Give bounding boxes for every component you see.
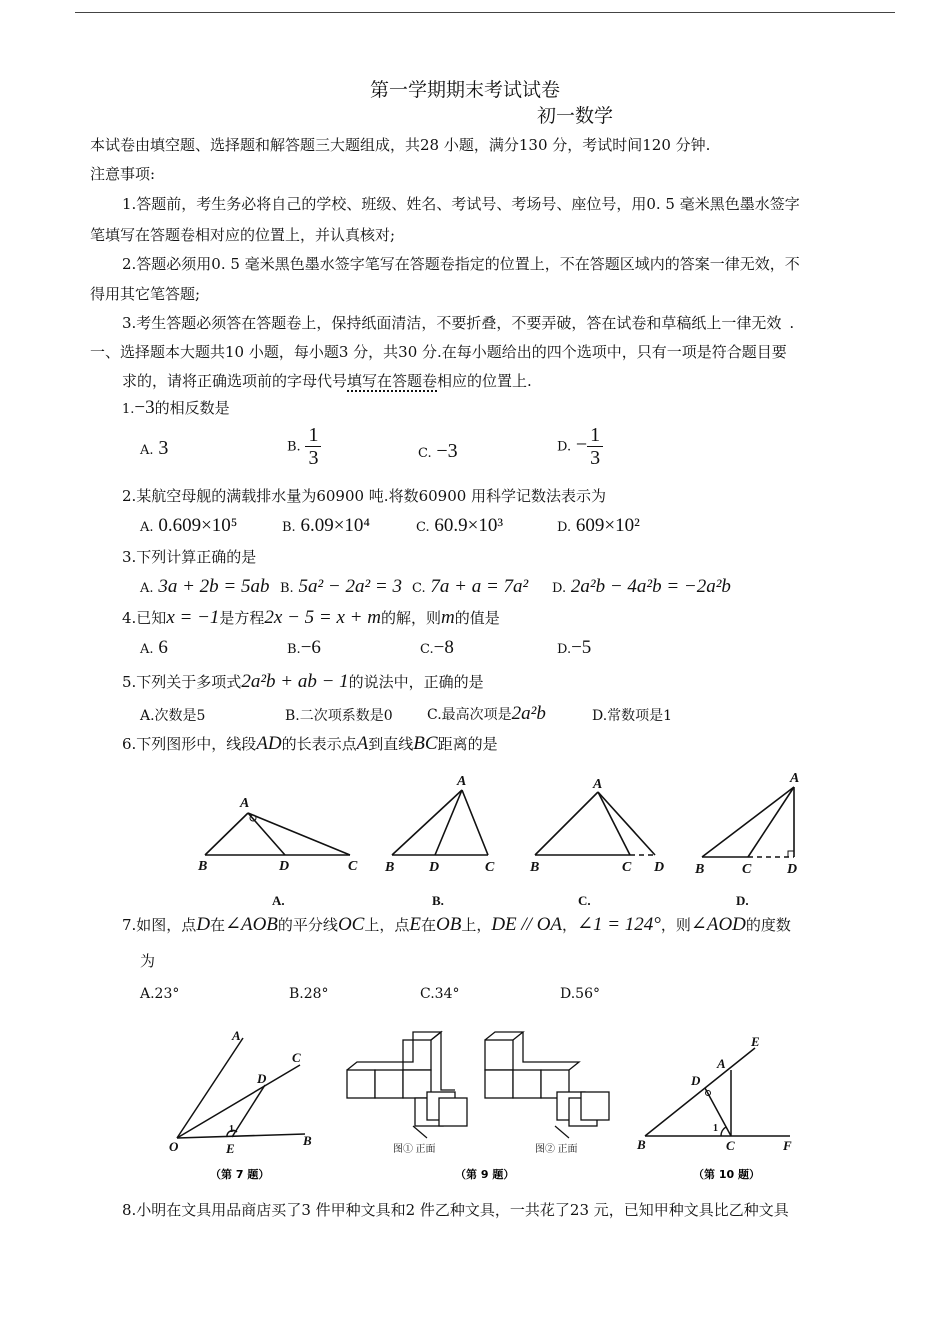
- q4-m2: 2x − 5 = x + m: [264, 607, 381, 628]
- q2-d-value: 609×10²: [575, 515, 640, 536]
- q7-m5: OB: [435, 914, 462, 935]
- q7-s2: 在: [210, 916, 226, 934]
- section-1-header-b: [122, 370, 532, 391]
- q2-c-value: 60.9×10³: [434, 515, 504, 536]
- fig9-cubes-1: [347, 1032, 467, 1126]
- q6-figure-c: [535, 792, 655, 855]
- q6a-label-a: A: [240, 796, 250, 811]
- fig9-label-1: 图① 正面: [393, 1144, 436, 1155]
- fig7-label-c: C: [292, 1050, 301, 1065]
- q6b-line-ad: [435, 790, 462, 855]
- q6a-label-c: C: [348, 859, 358, 874]
- fig7-ray-ob: [177, 1134, 305, 1138]
- fig9a-cube-1: [347, 1070, 375, 1098]
- q7-s8: ，则: [660, 916, 691, 934]
- q7-m2: ∠AOB: [225, 914, 278, 935]
- q2-b-label: B.: [282, 520, 296, 535]
- fig7-caption: （第 7 题）: [210, 1168, 270, 1181]
- q7-s1: 7.如图，点: [122, 916, 197, 934]
- q2-option-d: [557, 515, 640, 537]
- q7-s9: 的度数: [745, 916, 791, 934]
- q2-d-label: D.: [557, 520, 572, 535]
- fig7-label-o: O: [169, 1139, 179, 1154]
- q7-s5: 在: [420, 916, 436, 934]
- fig7-label-a: A: [232, 1028, 241, 1043]
- fig10-caption: （第 10 题）: [693, 1168, 760, 1181]
- q3-d-label: D.: [552, 581, 567, 596]
- q7-m8: ∠AOD: [690, 914, 746, 935]
- fig10-label-f: F: [783, 1138, 792, 1153]
- q1-num: 1.: [122, 402, 135, 417]
- q6-m1: AD: [256, 733, 282, 754]
- q7-stem: [122, 913, 791, 936]
- q6-s4: 距离的是: [437, 735, 498, 753]
- q5-c-label: C.最高次项是: [427, 707, 512, 723]
- q2-option-b: [282, 515, 370, 537]
- fig10-label-d: D: [691, 1073, 701, 1088]
- note-2a: 2.答题必须用0. 5 毫米黑色墨水签字笔写在答题卷指定的位置上，不在答题区域内的答案一律无效，不: [122, 255, 800, 273]
- q6-figure-b: [392, 790, 488, 855]
- q5-c-value: 2a²b: [511, 703, 546, 724]
- fig9b-side-edges: [523, 1032, 579, 1070]
- q8-stem: 8.小明在文具用品商店买了3 件甲种文具和2 件乙种文具，一共花了23 元，已知甲种文具比乙种文具: [122, 1201, 789, 1219]
- q3-stem: 3.下列计算正确的是: [122, 548, 257, 566]
- note-2b: 得用其它笔答题;: [90, 285, 201, 303]
- q6-caption-d: D.: [736, 893, 749, 908]
- q5-s2: 的说法中，正确的是: [348, 673, 484, 691]
- q1-option-c: [418, 440, 458, 463]
- q1-c-label: C.: [418, 446, 432, 461]
- q5-m1: 2a²b + ab − 1: [241, 671, 349, 692]
- q6-caption-c: C.: [578, 893, 591, 908]
- fig7-label-angle-1: 1: [229, 1124, 234, 1135]
- q6a-label-d: D: [279, 859, 290, 874]
- q4-b-label: B.: [287, 642, 301, 657]
- q6-m3: BC: [413, 733, 438, 754]
- fig9a-arrow: [413, 1126, 427, 1138]
- q5-stem: [122, 671, 484, 693]
- q6-figure-a: [205, 813, 350, 855]
- fig10-angle-1-arc: [721, 1127, 726, 1136]
- q1-text: 的相反数是: [154, 399, 230, 417]
- fig10-label-angle-1: 1: [713, 1123, 718, 1134]
- note-1b: 笔填写在答题卷相对应的位置上，并认真核对;: [90, 226, 396, 244]
- q3-a-label: A.: [140, 581, 154, 596]
- q6b-label-b: B: [385, 860, 395, 875]
- q4-stem: [122, 607, 500, 629]
- q7-option-c: C.34°: [420, 986, 460, 1002]
- fig9b-cube-2: [485, 1070, 513, 1098]
- q4-d-label: D.: [557, 642, 572, 657]
- q6c-line-ad: [598, 792, 655, 855]
- q1-d-denominator: 3: [590, 447, 601, 469]
- section-1-b2: 填写在答题卷: [347, 372, 438, 390]
- q6b-label-c: C: [485, 860, 495, 875]
- fig7-label-d: D: [257, 1071, 267, 1086]
- q4-m1: x = −1: [166, 607, 220, 628]
- q6d-label-b: B: [695, 862, 705, 877]
- fig10-label-a: A: [717, 1056, 726, 1071]
- q7-m6: DE // OA: [491, 914, 563, 935]
- q1-b-fraction: [305, 424, 321, 469]
- q5-option-a: A.次数是5: [140, 708, 206, 724]
- q6a-line-ac: [248, 813, 350, 855]
- fig10-label-b: B: [637, 1137, 646, 1152]
- q6d-label-a: A: [790, 771, 800, 786]
- q1-d-sign: −: [575, 433, 588, 456]
- q1-d-fraction: [587, 424, 603, 469]
- q6b-line-ac: [462, 790, 488, 855]
- q3-b-label: B.: [280, 581, 294, 596]
- q4-s1: 4.已知: [122, 609, 167, 627]
- q4-option-a: [140, 637, 168, 659]
- q1-stem: [122, 397, 230, 419]
- q4-m3: m: [440, 607, 455, 628]
- q7-m1: D: [196, 914, 211, 935]
- q1-d-numerator: 1: [587, 424, 603, 447]
- q1-math: −3: [134, 397, 155, 418]
- q3-option-a: [140, 576, 269, 598]
- q6-caption-b: B.: [432, 893, 444, 908]
- q2-b-value: 6.09×10⁴: [300, 515, 371, 536]
- note-3-text: 3.考生答题必须答在答题卷上，保持纸面清洁，不要折叠，不要弄破，答在试卷和草稿纸上一律无效: [122, 314, 782, 332]
- q2-a-value: 0.609×10⁵: [158, 515, 238, 536]
- intro-line: 本试卷由填空题、选择题和解答题三大题组成，共28 小题，满分130 分，考试时间120 分钟.: [90, 136, 711, 154]
- q6-figure-d: [702, 787, 794, 857]
- fig9a-cube-7: [439, 1098, 467, 1126]
- q6a-line-ab: [205, 813, 248, 855]
- q7-s4: 上，点: [364, 916, 410, 934]
- q4-s4: 的值是: [454, 609, 500, 627]
- q6-m2: A: [356, 733, 369, 754]
- q1-option-d: [557, 424, 603, 469]
- q2-c-label: C.: [416, 520, 430, 535]
- q3-d-value: 2a²b − 4a²b = −2a²b: [570, 576, 731, 597]
- q5-option-b: B.二次项系数是0: [285, 708, 393, 724]
- q6-figures: [180, 765, 830, 915]
- q6c-line-ac: [598, 792, 630, 855]
- q4-option-c: [420, 637, 454, 659]
- q4-option-b: [287, 637, 321, 659]
- fig7-segment-de: [232, 1085, 265, 1137]
- q4-a-label: A.: [140, 642, 154, 657]
- q7-s7: ，: [562, 916, 578, 934]
- q4-c-value: −8: [433, 637, 454, 658]
- section-1-header: 一、选择题本大题共10 小题，每小题3 分，共30 分.在每小题给出的四个选项中，只有一项是符合题目要: [90, 343, 787, 361]
- q1-a-label: A.: [140, 443, 154, 458]
- fig9-cubes-2: [485, 1032, 609, 1126]
- section-1-b1: 求的，请将正确选项前的字母代号: [122, 372, 348, 390]
- q6d-label-c: C: [742, 862, 752, 877]
- fig9a-side-edges: [431, 1032, 455, 1090]
- q7-line2: 为: [140, 952, 156, 970]
- q6-stem: [122, 733, 498, 755]
- q6-s1: 6.下列图形中，线段: [122, 735, 257, 753]
- note-3-end: .: [789, 314, 795, 332]
- top-rule: [75, 12, 895, 13]
- q2-option-a: [140, 515, 237, 537]
- notes-title: 注意事项:: [90, 165, 156, 183]
- fig9b-top-edges: [485, 1032, 523, 1040]
- q4-d-value: −5: [571, 637, 592, 658]
- q4-a-value: 6: [158, 637, 168, 658]
- q6d-label-d: D: [787, 862, 798, 877]
- q3-c-label: C.: [412, 581, 426, 596]
- q7-option-d: D.56°: [560, 986, 600, 1002]
- fig9-caption: （第 9 题）: [455, 1168, 515, 1181]
- q3-c-value: 7a + a = 7a²: [430, 576, 529, 597]
- fig9b-cube-7: [581, 1092, 609, 1120]
- q4-option-d: [557, 637, 591, 659]
- fig9-view-arrows: [413, 1126, 569, 1138]
- q5-option-d: D.常数项是1: [592, 708, 673, 724]
- q3-option-d: [552, 576, 731, 598]
- q3-option-c: [412, 576, 528, 598]
- page-subtitle: 初一数学: [537, 105, 614, 127]
- q4-c-label: C.: [420, 642, 434, 657]
- figures-row: [165, 1020, 805, 1190]
- q1-d-label: D.: [557, 439, 572, 455]
- q5-s1: 5.下列关于多项式: [122, 673, 242, 691]
- q3-a-value: 3a + 2b = 5ab: [158, 576, 270, 597]
- page-title: 第一学期期末考试试卷: [370, 79, 561, 101]
- fig9a-cube-2: [375, 1070, 403, 1098]
- fig7-label-b: B: [303, 1133, 312, 1148]
- q4-s3: 的解，则: [380, 609, 441, 627]
- fig7-label-e: E: [226, 1141, 235, 1156]
- q6d-right-angle-mark: [788, 851, 794, 857]
- q6d-line-ac: [748, 787, 794, 857]
- q6b-label-d: D: [429, 860, 440, 875]
- q6-s3: 到直线: [368, 735, 414, 753]
- fig7-ray-oa: [177, 1038, 243, 1138]
- q7-option-a: A.23°: [140, 986, 180, 1002]
- fig9-label-2: 图② 正面: [535, 1144, 578, 1155]
- q7-m3: OC: [337, 914, 365, 935]
- q2-stem: 2.某航空母舰的满载排水量为60900 吨.将数60900 用科学记数法表示为: [122, 487, 607, 505]
- q7-option-b: B.28°: [289, 986, 329, 1002]
- fig9b-cube-3: [513, 1070, 541, 1098]
- q1-b-label: B.: [287, 439, 301, 455]
- section-1-b3: 相应的位置上.: [437, 372, 532, 390]
- fig7-diagram: [177, 1038, 305, 1138]
- q6c-label-c: C: [622, 860, 632, 875]
- q6b-line-ab: [392, 790, 462, 855]
- fig10-label-e: E: [751, 1034, 760, 1049]
- q2-a-label: A.: [140, 520, 154, 535]
- q6a-label-b: B: [198, 859, 208, 874]
- q7-s3: 的平分线: [277, 916, 338, 934]
- fig9b-arrow: [555, 1126, 569, 1138]
- q1-b-numerator: 1: [305, 424, 321, 447]
- q5-option-c: [427, 703, 546, 725]
- q6-s2: 的长表示点: [281, 735, 357, 753]
- fig9a-cube-3: [403, 1040, 431, 1070]
- q7-m4: E: [409, 914, 421, 935]
- q6b-label-a: A: [457, 774, 467, 789]
- q6c-label-a: A: [593, 777, 603, 792]
- q6c-line-ab: [535, 792, 598, 855]
- q6a-line-ad: [248, 813, 285, 855]
- q1-c-value: −3: [436, 440, 458, 462]
- q7-s6: 上，: [461, 916, 492, 934]
- q1-option-a: [140, 437, 168, 460]
- q6c-label-b: B: [530, 860, 540, 875]
- q3-b-value: 5a² − 2a² = 3: [298, 576, 403, 597]
- fig10-label-c: C: [726, 1138, 735, 1153]
- fig10-line-be: [645, 1048, 755, 1136]
- q6d-line-ab: [702, 787, 794, 857]
- q6c-label-d: D: [654, 860, 665, 875]
- q6-caption-a: A.: [272, 893, 285, 908]
- q4-b-value: −6: [300, 637, 321, 658]
- q1-option-b: [287, 424, 321, 469]
- fig9b-cube-1: [485, 1040, 513, 1070]
- note-1a: 1.答题前，考生务必将自己的学校、班级、姓名、考试号、考场号、座位号，用0. 5 毫米黑色墨水签字: [122, 195, 800, 213]
- q7-m7: ∠1 = 124°: [577, 914, 661, 935]
- q2-option-c: [416, 515, 503, 537]
- q4-s2: 是方程: [219, 609, 265, 627]
- note-3: [122, 312, 794, 333]
- q1-a-value: 3: [158, 437, 169, 459]
- q1-b-denominator: 3: [308, 447, 319, 469]
- q3-option-b: [280, 576, 402, 598]
